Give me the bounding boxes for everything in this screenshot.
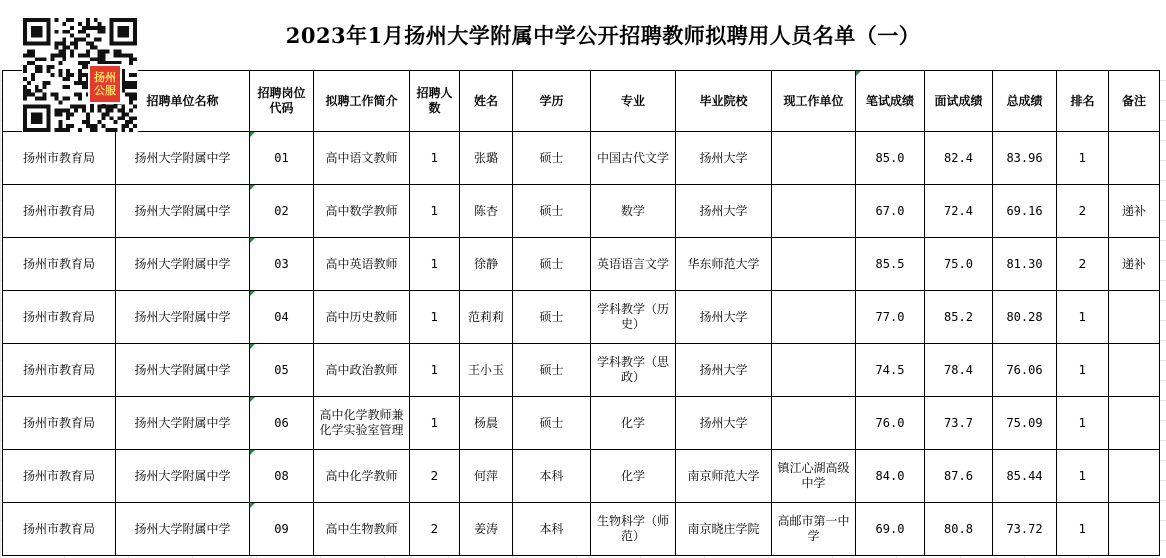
table-cell: 08 <box>250 450 314 503</box>
table-cell: 扬州市教育局 <box>3 238 116 291</box>
header-cell: 学历 <box>513 71 591 132</box>
table-cell: 扬州大学附属中学 <box>116 132 250 185</box>
table-cell: 高中化学教师兼化学实验室管理 <box>314 397 410 450</box>
table-cell <box>772 132 856 185</box>
header-cell: 现工作单位 <box>772 71 856 132</box>
table-cell: 何萍 <box>460 450 513 503</box>
table-cell: 80.8 <box>925 503 993 556</box>
table-row <box>3 185 1160 238</box>
table-cell: 扬州市教育局 <box>3 291 116 344</box>
table-cell: 扬州大学附属中学 <box>116 503 250 556</box>
table-cell: 扬州大学附属中学 <box>116 291 250 344</box>
table-cell <box>772 397 856 450</box>
table-cell: 扬州大学 <box>676 291 772 344</box>
table-cell: 1 <box>1057 397 1109 450</box>
header-cell: 拟聘工作简介 <box>314 71 410 132</box>
table-cell: 中国古代文学 <box>591 132 676 185</box>
table-cell: 1 <box>1057 132 1109 185</box>
table-cell: 03 <box>250 238 314 291</box>
table-cell: 高中英语教师 <box>314 238 410 291</box>
table-cell: 扬州大学附属中学 <box>116 238 250 291</box>
header-cell: 面试成绩 <box>925 71 993 132</box>
table-cell <box>1109 344 1160 397</box>
header-cell: 排名 <box>1057 71 1109 132</box>
qr-code-icon <box>22 18 138 132</box>
table-cell: 85.2 <box>925 291 993 344</box>
table-cell: 硕士 <box>513 185 591 238</box>
table-cell: 1 <box>410 185 460 238</box>
table-cell: 扬州市教育局 <box>3 503 116 556</box>
logo-text-line2: 公服 <box>94 84 116 97</box>
table-cell: 本科 <box>513 450 591 503</box>
table-row <box>3 450 1160 503</box>
header-cell: 总成绩 <box>993 71 1057 132</box>
table-cell: 高中政治教师 <box>314 344 410 397</box>
table-cell: 南京晓庄学院 <box>676 503 772 556</box>
table-cell: 80.28 <box>993 291 1057 344</box>
table-cell: 1 <box>410 291 460 344</box>
table-cell <box>772 344 856 397</box>
table-cell: 张璐 <box>460 132 513 185</box>
table-cell: 数学 <box>591 185 676 238</box>
table-row <box>3 397 1160 450</box>
table-cell: 06 <box>250 397 314 450</box>
table-cell: 73.72 <box>993 503 1057 556</box>
table-cell: 2 <box>1057 238 1109 291</box>
table-row <box>3 238 1160 291</box>
table-cell: 硕士 <box>513 397 591 450</box>
table-cell: 硕士 <box>513 344 591 397</box>
logo-text-line1: 扬州 <box>94 71 116 84</box>
table-row <box>3 132 1160 185</box>
table-cell: 01 <box>250 132 314 185</box>
table-cell: 81.30 <box>993 238 1057 291</box>
table-cell: 王小玉 <box>460 344 513 397</box>
header-cell: 招聘人数 <box>410 71 460 132</box>
table-cell: 67.0 <box>856 185 925 238</box>
header-cell: 招聘岗位代码 <box>250 71 314 132</box>
table-cell: 化学 <box>591 397 676 450</box>
table-cell: 1 <box>410 132 460 185</box>
table-cell: 74.5 <box>856 344 925 397</box>
table-cell: 硕士 <box>513 291 591 344</box>
table-cell: 扬州大学附属中学 <box>116 450 250 503</box>
recruitment-table <box>2 70 1160 556</box>
table-cell: 扬州大学 <box>676 132 772 185</box>
table-cell: 扬州市教育局 <box>3 185 116 238</box>
table-cell: 1 <box>1057 503 1109 556</box>
table-cell: 76.06 <box>993 344 1057 397</box>
table-cell: 1 <box>1057 291 1109 344</box>
table-cell: 学科教学（历史） <box>591 291 676 344</box>
table-cell: 84.0 <box>856 450 925 503</box>
table-cell: 09 <box>250 503 314 556</box>
table-cell <box>1109 291 1160 344</box>
page-title <box>0 0 1166 70</box>
header-cell: 姓名 <box>460 71 513 132</box>
logo-stamp <box>88 64 122 104</box>
table-cell: 69.0 <box>856 503 925 556</box>
table-cell: 87.6 <box>925 450 993 503</box>
table-cell: 高中生物教师 <box>314 503 410 556</box>
header-cell: 笔试成绩 <box>856 71 925 132</box>
table-cell: 扬州大学 <box>676 344 772 397</box>
table-cell <box>1109 132 1160 185</box>
table-cell: 扬州大学附属中学 <box>116 185 250 238</box>
table-cell: 82.4 <box>925 132 993 185</box>
table-cell: 扬州市教育局 <box>3 344 116 397</box>
table-cell: 硕士 <box>513 238 591 291</box>
table-cell: 本科 <box>513 503 591 556</box>
table-cell: 扬州大学附属中学 <box>116 344 250 397</box>
table-cell: 72.4 <box>925 185 993 238</box>
table-cell: 姜涛 <box>460 503 513 556</box>
table-cell: 生物科学（师范） <box>591 503 676 556</box>
table-cell: 扬州市教育局 <box>3 132 116 185</box>
table-cell: 硕士 <box>513 132 591 185</box>
header-cell: 备注 <box>1109 71 1160 132</box>
table-cell: 77.0 <box>856 291 925 344</box>
header-cell: 招聘单位名称 <box>116 71 250 132</box>
table-cell: 扬州大学 <box>676 185 772 238</box>
table-cell: 学科教学（思政） <box>591 344 676 397</box>
table-row <box>3 344 1160 397</box>
table-cell: 2 <box>1057 185 1109 238</box>
table-cell: 75.0 <box>925 238 993 291</box>
table-cell: 69.16 <box>993 185 1057 238</box>
table-cell: 73.7 <box>925 397 993 450</box>
table-row <box>3 291 1160 344</box>
table-cell: 05 <box>250 344 314 397</box>
table-cell <box>1109 450 1160 503</box>
table-cell <box>772 185 856 238</box>
table-cell: 1 <box>1057 344 1109 397</box>
table-cell: 2 <box>410 503 460 556</box>
table-cell: 78.4 <box>925 344 993 397</box>
table-cell: 递补 <box>1109 185 1160 238</box>
header-cell: 专业 <box>591 71 676 132</box>
table-cell: 陈杏 <box>460 185 513 238</box>
table-cell: 2 <box>410 450 460 503</box>
table-cell: 英语语言文学 <box>591 238 676 291</box>
table-cell: 高邮市第一中学 <box>772 503 856 556</box>
header-row <box>3 71 1160 132</box>
table-cell: 高中语文教师 <box>314 132 410 185</box>
table-row <box>3 503 1160 556</box>
table-cell: 75.09 <box>993 397 1057 450</box>
table-cell: 1 <box>410 344 460 397</box>
table-cell: 镇江心湖高级中学 <box>772 450 856 503</box>
table-cell: 1 <box>410 238 460 291</box>
table-cell: 1 <box>1057 450 1109 503</box>
table-cell: 南京师范大学 <box>676 450 772 503</box>
table-cell: 04 <box>250 291 314 344</box>
header-cell: 毕业院校 <box>676 71 772 132</box>
table-cell: 化学 <box>591 450 676 503</box>
table-cell: 扬州市教育局 <box>3 450 116 503</box>
table-cell: 扬州市教育局 <box>3 397 116 450</box>
table-cell <box>1109 503 1160 556</box>
table-cell: 高中历史教师 <box>314 291 410 344</box>
table-cell: 1 <box>410 397 460 450</box>
table-cell: 范莉莉 <box>460 291 513 344</box>
table-cell <box>1109 397 1160 450</box>
table-cell: 扬州大学附属中学 <box>116 397 250 450</box>
table-cell: 徐静 <box>460 238 513 291</box>
table-cell: 高中数学教师 <box>314 185 410 238</box>
table-cell: 02 <box>250 185 314 238</box>
table-cell: 华东师范大学 <box>676 238 772 291</box>
table-cell: 递补 <box>1109 238 1160 291</box>
table-cell: 83.96 <box>993 132 1057 185</box>
table-cell <box>772 238 856 291</box>
table-cell: 扬州大学 <box>676 397 772 450</box>
table-cell: 高中化学教师 <box>314 450 410 503</box>
table-cell: 85.44 <box>993 450 1057 503</box>
table-cell: 杨晨 <box>460 397 513 450</box>
table-cell: 85.5 <box>856 238 925 291</box>
title-text: 2023年1月扬州大学附属中学公开招聘教师拟聘用人员名单（一） <box>285 23 921 48</box>
table-cell <box>772 291 856 344</box>
table-cell: 85.0 <box>856 132 925 185</box>
table-cell: 76.0 <box>856 397 925 450</box>
